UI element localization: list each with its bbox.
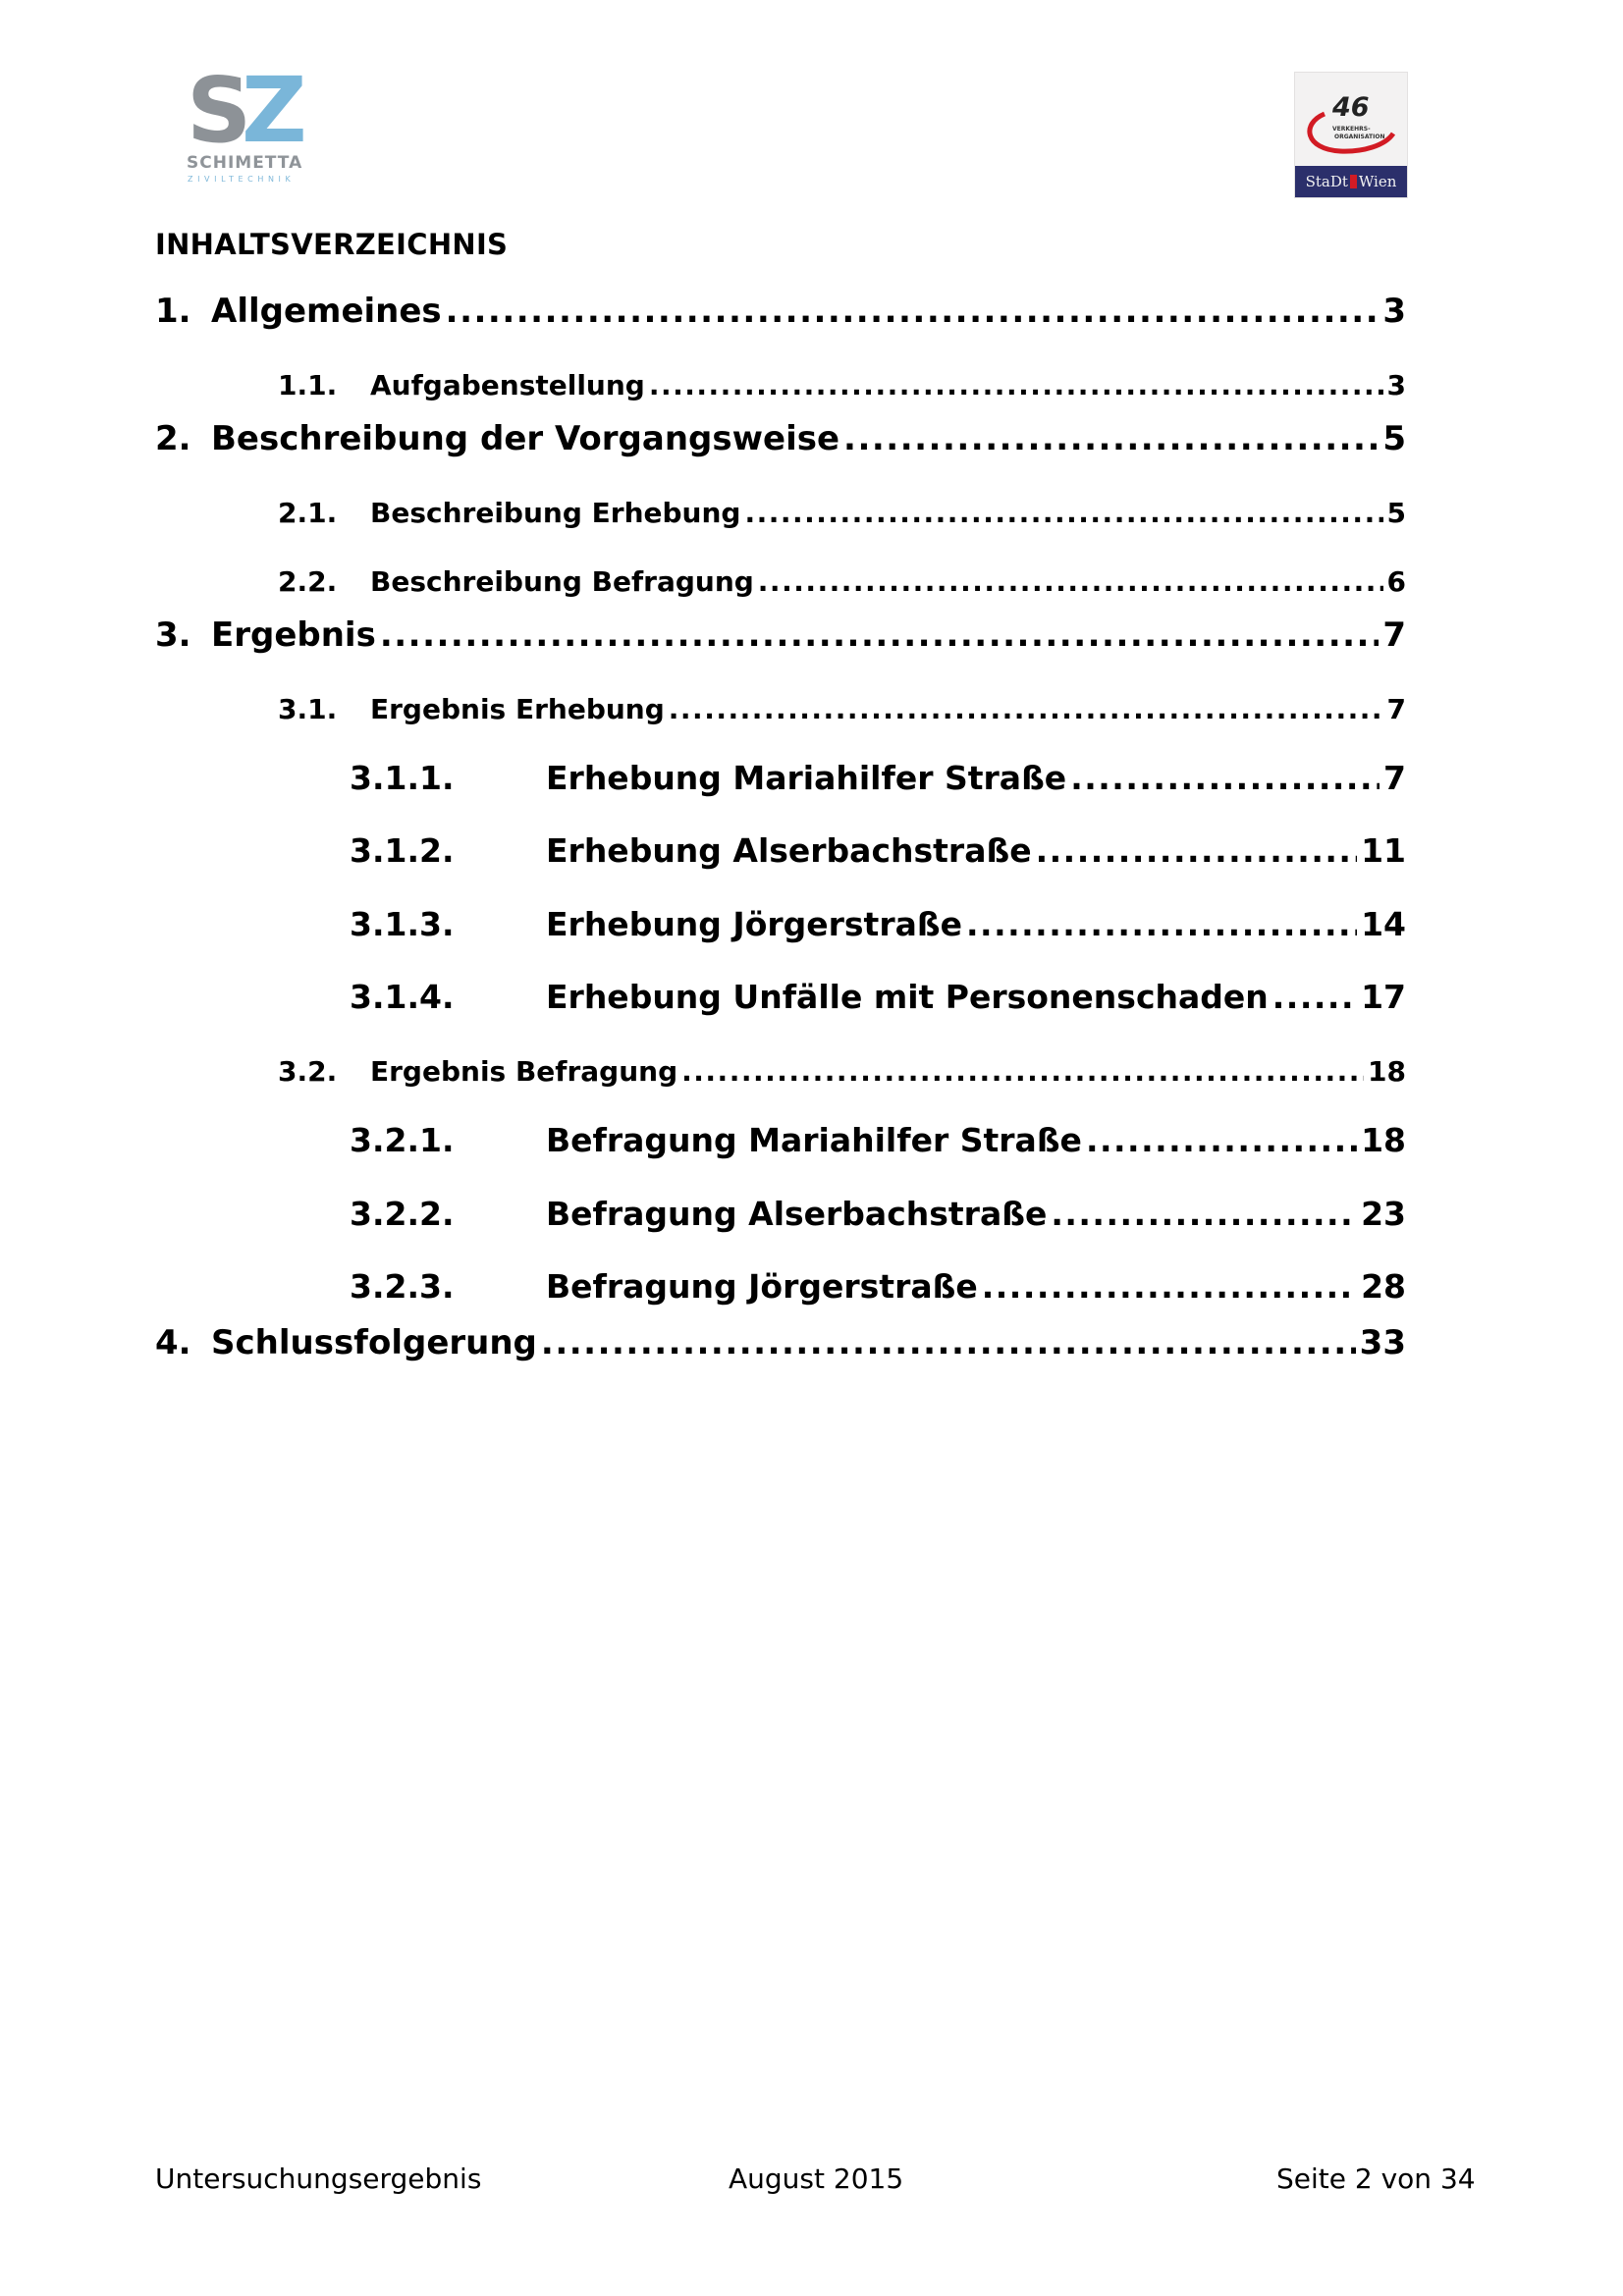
- toc-entry[interactable]: [278, 693, 1406, 725]
- toc-entry-title: Befragung Alserbachstraße: [546, 1195, 1048, 1233]
- logo-number: 46: [1332, 92, 1370, 123]
- toc-leader-dots: [1086, 1121, 1357, 1159]
- toc-entry-title: Beschreibung Befragung: [370, 565, 754, 598]
- toc-entry-page: 6: [1386, 565, 1406, 598]
- toc-entry-number: 2.: [155, 419, 191, 458]
- toc-entry[interactable]: [278, 497, 1406, 529]
- toc-entry-number: 3.1.2.: [350, 831, 455, 870]
- footer-date: August 2015: [729, 2163, 904, 2195]
- toc-leader-dots: [681, 1055, 1364, 1088]
- toc-entry-page: 11: [1361, 831, 1406, 870]
- toc-entry[interactable]: [350, 759, 1406, 797]
- toc-entry-page: 3: [1382, 292, 1406, 331]
- toc-leader-dots: [744, 497, 1382, 529]
- toc-entry-number: 3.2.: [278, 1055, 338, 1088]
- toc-entry[interactable]: [155, 292, 1406, 331]
- toc-entry[interactable]: [278, 1055, 1406, 1088]
- toc-entry[interactable]: [155, 615, 1406, 655]
- logo-tag-line-1: VERKEHRS-: [1332, 126, 1371, 133]
- toc-entry-title: Aufgabenstellung: [370, 369, 645, 401]
- toc-entry[interactable]: [350, 1267, 1406, 1306]
- band-right-text: Wien: [1358, 173, 1397, 190]
- toc-entry-number: 3.1.: [278, 693, 338, 725]
- toc-entry-title: Erhebung Unfälle mit Personenschaden: [546, 978, 1269, 1016]
- toc-entry-page: 23: [1361, 1195, 1406, 1233]
- footer-page-number: Seite 2 von 34: [1276, 2163, 1476, 2195]
- toc-entry[interactable]: [350, 905, 1406, 943]
- toc-entry[interactable]: [278, 565, 1406, 598]
- toc-entry-page: 18: [1361, 1121, 1406, 1159]
- toc-entry-number: 2.2.: [278, 565, 338, 598]
- toc-entry-number: 3.1.3.: [350, 905, 455, 943]
- flag-icon: [1350, 175, 1357, 188]
- toc-entry-number: 3.2.3.: [350, 1267, 455, 1306]
- toc-entry[interactable]: [155, 419, 1406, 458]
- band-left-text: StaDt: [1305, 173, 1348, 190]
- toc-entry-number: 1.: [155, 292, 191, 331]
- toc-entry[interactable]: [278, 369, 1406, 401]
- toc-entry-page: 3: [1386, 369, 1406, 401]
- toc-entry-title: Ergebnis: [211, 615, 376, 655]
- toc-entry-title: Beschreibung Erhebung: [370, 497, 741, 529]
- stadt-wien-band: [1295, 166, 1407, 197]
- toc-entry[interactable]: [350, 978, 1406, 1016]
- svg-text:S: S: [187, 71, 244, 149]
- toc-leader-dots: [1070, 759, 1380, 797]
- toc-entry-number: 3.2.1.: [350, 1121, 455, 1159]
- toc-leader-dots: [758, 565, 1383, 598]
- toc-leader-dots: [446, 292, 1380, 331]
- toc-entry-page: 5: [1386, 497, 1406, 529]
- toc-entry[interactable]: [350, 1121, 1406, 1159]
- toc-entry-page: 7: [1383, 759, 1406, 797]
- toc-entry-page: 7: [1382, 615, 1406, 655]
- toc-entry-title: Schlussfolgerung: [211, 1323, 537, 1362]
- logo-company-subtitle: ZIVILTECHNIK: [188, 175, 296, 184]
- logo-company-name: SCHIMETTA: [187, 153, 303, 173]
- toc-entry-title: Allgemeines: [211, 292, 442, 331]
- footer-document-type: Untersuchungsergebnis: [155, 2163, 482, 2195]
- toc-entry-page: 5: [1382, 419, 1406, 458]
- svg-text:Z: Z: [242, 71, 307, 149]
- toc-entry-page: 7: [1386, 693, 1406, 725]
- toc-leader-dots: [843, 419, 1379, 458]
- toc-entry-page: 14: [1361, 905, 1406, 943]
- toc-entry-title: Befragung Mariahilfer Straße: [546, 1121, 1082, 1159]
- toc-entry[interactable]: [155, 1323, 1406, 1362]
- toc-entry-title: Erhebung Jörgerstraße: [546, 905, 962, 943]
- toc-entry-title: Erhebung Mariahilfer Straße: [546, 759, 1067, 797]
- toc-entry-number: 1.1.: [278, 369, 338, 401]
- toc-leader-dots: [982, 1267, 1357, 1306]
- toc-entry[interactable]: [350, 831, 1406, 870]
- toc-entry-title: Ergebnis Befragung: [370, 1055, 678, 1088]
- toc-entry-number: 3.1.4.: [350, 978, 455, 1016]
- toc-entry-page: 28: [1361, 1267, 1406, 1306]
- logo-tag-line-2: ORGANISATION: [1334, 133, 1385, 140]
- toc-entry-page: 17: [1361, 978, 1406, 1016]
- toc-entry-number: 3.: [155, 615, 191, 655]
- toc-leader-dots: [966, 905, 1357, 943]
- toc-leader-dots: [1272, 978, 1357, 1016]
- toc-leader-dots: [541, 1323, 1356, 1362]
- toc-entry-page: 18: [1368, 1055, 1406, 1088]
- toc-leader-dots: [380, 615, 1380, 655]
- toc-entry-number: 3.1.1.: [350, 759, 455, 797]
- toc-leader-dots: [649, 369, 1383, 401]
- toc-leader-dots: [1036, 831, 1357, 870]
- toc-entry-title: Erhebung Alserbachstraße: [546, 831, 1032, 870]
- magistrat-46-logo: [1294, 72, 1408, 198]
- toc-entry[interactable]: [350, 1195, 1406, 1233]
- toc-entry-title: Befragung Jörgerstraße: [546, 1267, 978, 1306]
- toc-heading: INHALTSVERZEICHNIS: [155, 228, 509, 261]
- toc-entry-number: 3.2.2.: [350, 1195, 455, 1233]
- toc-entry-page: 33: [1359, 1323, 1406, 1362]
- schimetta-logo: [187, 71, 314, 193]
- toc-entry-number: 4.: [155, 1323, 191, 1362]
- sz-logo-mark: [187, 71, 314, 149]
- toc-entry-number: 2.1.: [278, 497, 338, 529]
- toc-entry-title: Beschreibung der Vorgangsweise: [211, 419, 840, 458]
- toc-entry-title: Ergebnis Erhebung: [370, 693, 665, 725]
- toc-leader-dots: [669, 693, 1383, 725]
- toc-leader-dots: [1051, 1195, 1357, 1233]
